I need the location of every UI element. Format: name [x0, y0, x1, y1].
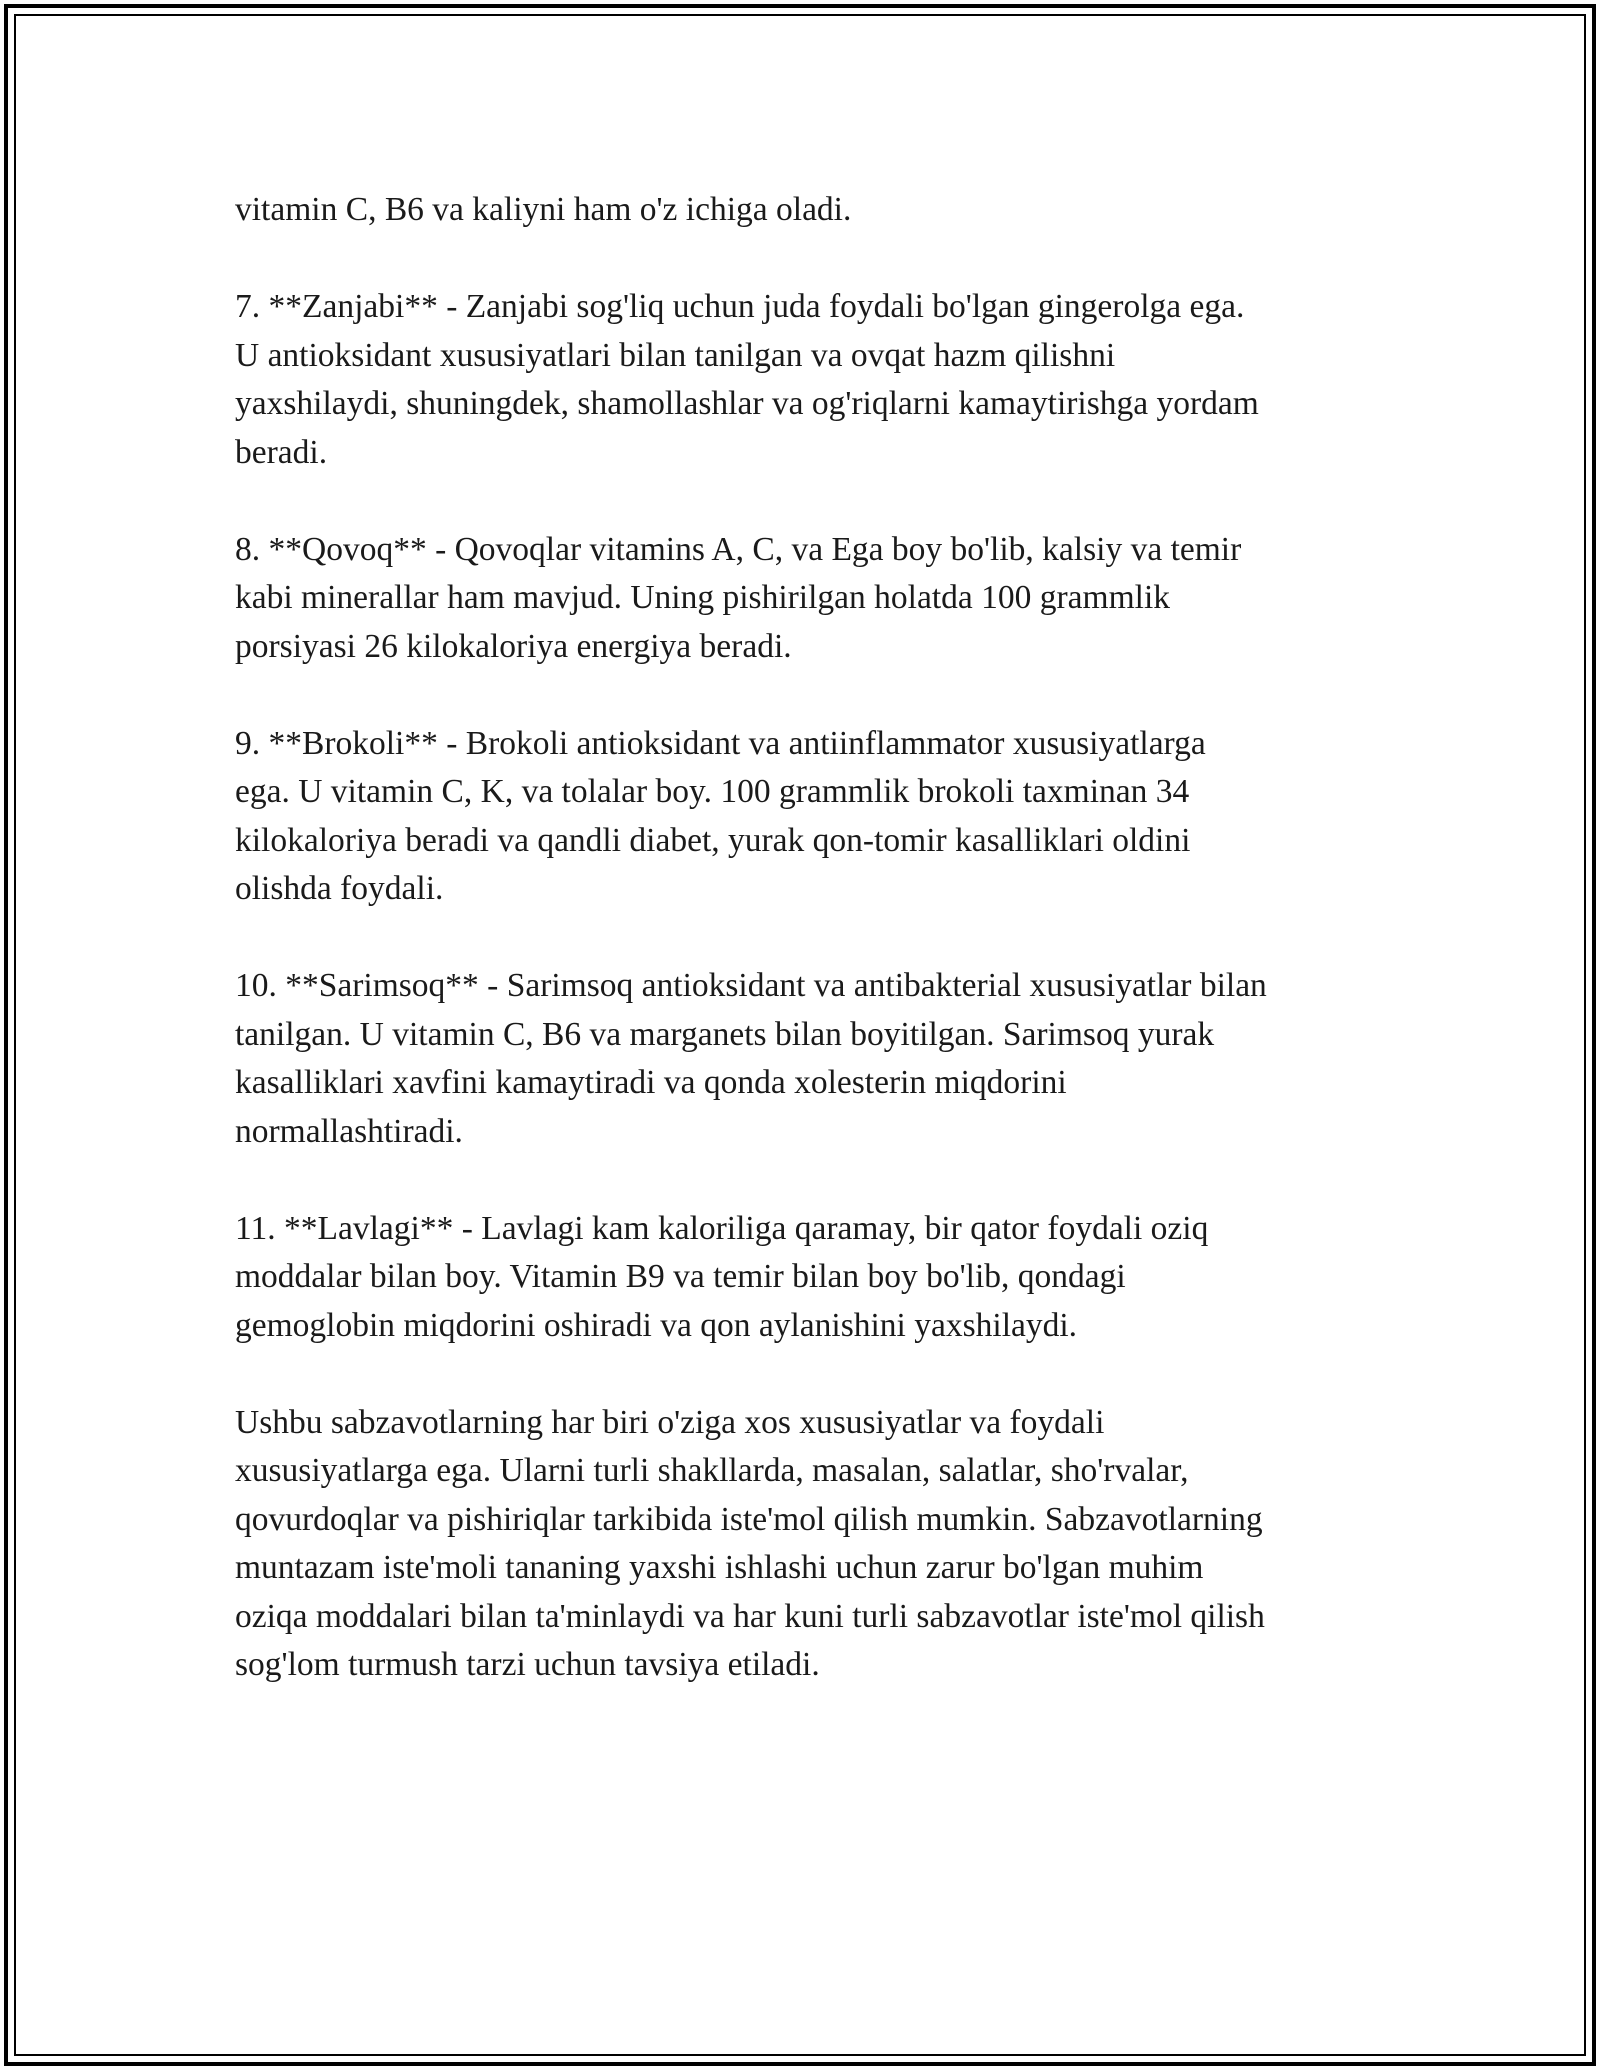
text-line: vitamin C, B6 va kaliyni ham o'z ichiga oladi. — [235, 191, 852, 228]
text-line: U antioksidant xususiyatlari bilan tanilgan va ovqat hazm qilishni — [235, 336, 1116, 374]
text-line: normallashtiradi. — [235, 1112, 463, 1150]
text-line: tanilgan. U vitamin C, B6 va marganets bilan boyitilgan. Sarimsoq yurak — [235, 1015, 1215, 1053]
text-line: 7. **Zanjabi** - Zanjabi sog'liq uchun juda foydali bo'lgan gingerolga ega. — [235, 288, 1245, 325]
text-line: qovurdoqlar va pishiriqlar tarkibida iste'mol qilish mumkin. Sabzavotlarning — [235, 1500, 1263, 1538]
text-line: xususiyatlarga ega. Ularni turli shakllarda, masalan, salatlar, sho'rvalar, — [235, 1452, 1189, 1489]
text-line: porsiyasi 26 kilokaloriya energiya beradi. — [235, 627, 792, 665]
paragraph-item-7 — [235, 283, 1375, 477]
paragraph-item-8 — [235, 526, 1375, 672]
paragraph-item-10 — [235, 962, 1375, 1156]
text-line: oziqa moddalari bilan ta'minlaydi va har kuni turli sabzavotlar iste'mol qilish — [235, 1597, 1265, 1635]
text-line: olishda foydali. — [235, 870, 444, 907]
text-line: muntazam iste'moli tananing yaxshi ishlashi uchun zarur bo'lgan muhim — [235, 1549, 1204, 1586]
text-line: ega. U vitamin C, K, va tolalar boy. 100 grammlik brokoli taxminan 34 — [235, 773, 1190, 810]
text-line: 10. **Sarimsoq** - Sarimsoq antioksidant va antibakterial xususiyatlar bilan — [235, 967, 1267, 1004]
text-line: 9. **Brokoli** - Brokoli antioksidant va antiinflammator xususiyatlarga — [235, 724, 1206, 762]
text-line: kilokaloriya beradi va qandli diabet, yurak qon-tomir kasalliklari oldini — [235, 821, 1191, 859]
document-body — [235, 186, 1375, 1738]
text-line: moddalar bilan boy. Vitamin B9 va temir bilan boy bo'lib, qondagi — [235, 1258, 1126, 1295]
paragraph-continuation — [235, 186, 1375, 235]
text-line: 8. **Qovoq** - Qovoqlar vitamins A, C, va Ega boy bo'lib, kalsiy va temir — [235, 530, 1242, 568]
paragraph-conclusion — [235, 1399, 1375, 1690]
text-line: yaxshilaydi, shuningdek, shamollashlar va og'riqlarni kamaytirishga yordam — [235, 385, 1259, 422]
text-line: 11. **Lavlagi** - Lavlagi kam kaloriliga qaramay, bir qator foydali oziq — [235, 1209, 1209, 1247]
paragraph-item-11 — [235, 1205, 1375, 1351]
text-line: Ushbu sabzavotlarning har biri o'ziga xos xususiyatlar va foydali — [235, 1403, 1105, 1441]
paragraph-item-9 — [235, 720, 1375, 914]
text-line: sog'lom turmush tarzi uchun tavsiya etiladi. — [235, 1646, 820, 1683]
text-line: gemoglobin miqdorini oshiradi va qon aylanishini yaxshilaydi. — [235, 1306, 1078, 1344]
text-line: beradi. — [235, 433, 328, 471]
text-line: kabi minerallar ham mavjud. Uning pishirilgan holatda 100 grammlik — [235, 579, 1171, 616]
text-line: kasalliklari xavfini kamaytiradi va qonda xolesterin miqdorini — [235, 1064, 1067, 1101]
